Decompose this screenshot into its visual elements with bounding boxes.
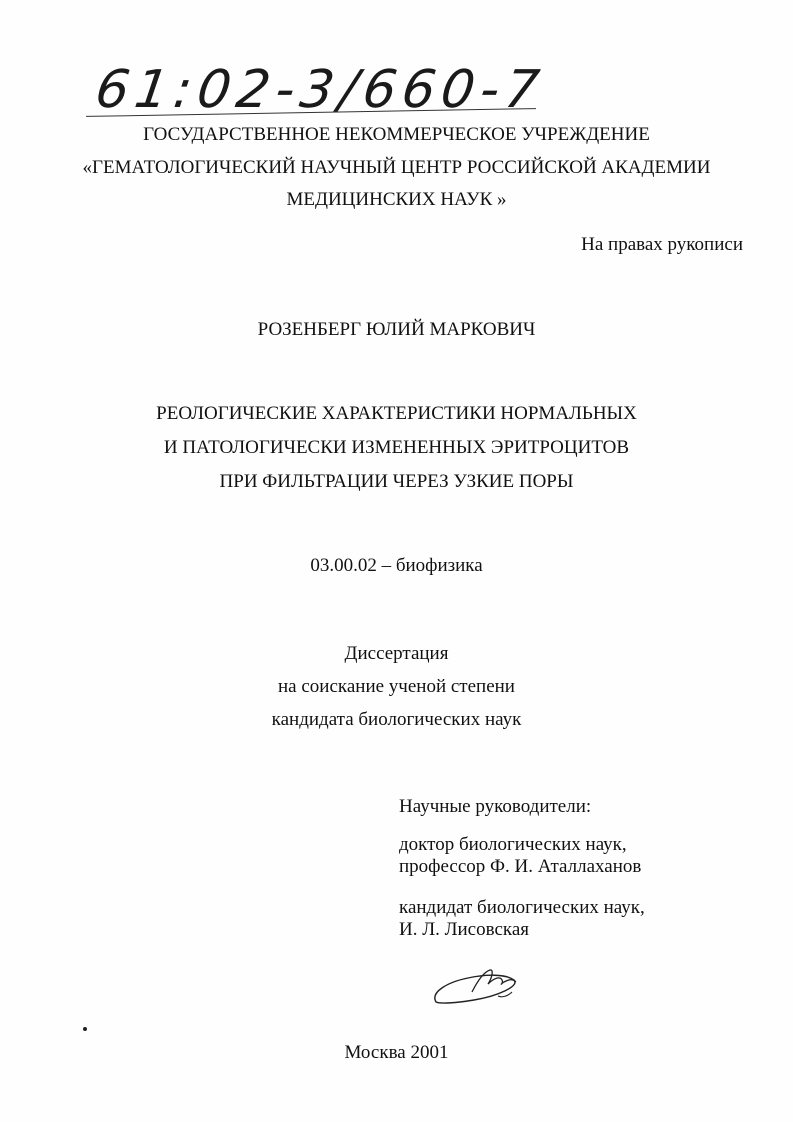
archive-number-handwritten: 61:02-3/660-7 xyxy=(91,60,549,120)
dissertation-title-line-3: ПРИ ФИЛЬТРАЦИИ ЧЕРЕЗ УЗКИЕ ПОРЫ xyxy=(219,471,574,492)
supervisor-2-name: И. Л. Лисовская xyxy=(399,919,530,940)
specialty-code: 03.00.02 – биофизика xyxy=(310,555,483,576)
institution-line-3: МЕДИЦИНСКИХ НАУК » xyxy=(286,189,507,210)
supervisor-1-title: доктор биологических наук, xyxy=(399,834,627,855)
signature xyxy=(428,962,528,1012)
institution-line-2: «ГЕМАТОЛОГИЧЕСКИЙ НАУЧНЫЙ ЦЕНТР РОССИЙСКОЙ АКАДЕМИИ xyxy=(82,157,711,178)
scan-speck xyxy=(83,1027,87,1031)
degree-line-3: кандидата биологических наук xyxy=(271,709,522,730)
dissertation-title-line-1: РЕОЛОГИЧЕСКИЕ ХАРАКТЕРИСТИКИ НОРМАЛЬНЫХ xyxy=(156,403,637,424)
dissertation-title-line-2: И ПАТОЛОГИЧЕСКИ ИЗМЕНЕННЫХ ЭРИТРОЦИТОВ xyxy=(163,437,630,458)
supervisor-1-name: профессор Ф. И. Аталлаханов xyxy=(399,856,642,877)
supervisors-heading: Научные руководители: xyxy=(399,796,592,817)
supervisor-2-title: кандидат биологических наук, xyxy=(399,897,645,918)
degree-line-1: Диссертация xyxy=(344,643,449,664)
degree-line-2: на соискание ученой степени xyxy=(278,676,515,697)
author-name: РОЗЕНБЕРГ ЮЛИЙ МАРКОВИЧ xyxy=(257,319,536,340)
city-year: Москва 2001 xyxy=(344,1042,449,1063)
institution-line-1: ГОСУДАРСТВЕННОЕ НЕКОММЕРЧЕСКОЕ УЧРЕЖДЕНИЕ xyxy=(143,124,650,145)
manuscript-rights-note: На правах рукописи xyxy=(581,234,743,255)
